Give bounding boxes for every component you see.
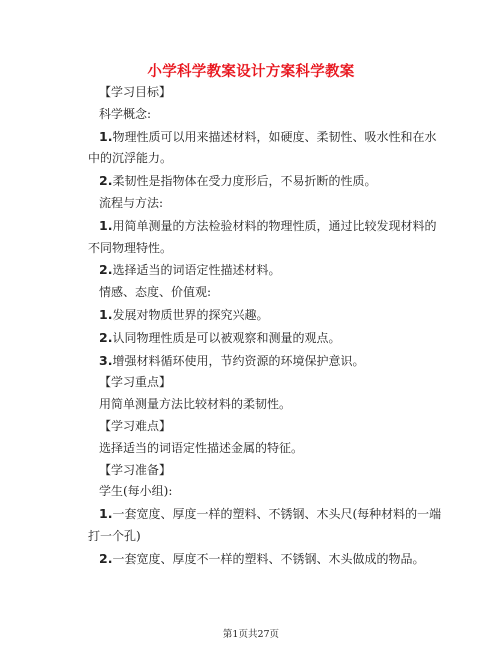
document-body [88, 82, 442, 571]
document-line [88, 148, 418, 170]
line-text: 流程与方法: [99, 195, 164, 210]
page-footer: 第1页共27页 [222, 629, 280, 640]
document-line [88, 503, 442, 526]
list-number: 1. [99, 506, 113, 522]
document-line [88, 416, 418, 438]
document-line [88, 394, 418, 416]
document-line [88, 460, 418, 482]
document-line [88, 238, 418, 260]
line-text: 认同物理性质是可以被观察和测量的观点。 [112, 330, 341, 345]
document-line [88, 327, 418, 350]
document-line [88, 282, 418, 304]
line-text: 物理性质可以用来描述材料，如硬度、柔韧性、吸水性和在水 [112, 129, 437, 144]
document-line [88, 126, 437, 149]
list-number: 2. [99, 173, 113, 189]
document-title: 小学科学教案设计方案科学教案 [147, 63, 355, 80]
line-text: 打一个孔) [88, 528, 141, 543]
line-text: 一套宽度、厚度不一样的塑料、不锈钢、木头做成的物品。 [112, 551, 425, 566]
list-number: 1. [99, 217, 113, 233]
document-line [88, 193, 418, 215]
line-text: 【学习目标】 [99, 85, 172, 99]
list-number: 2. [99, 262, 113, 278]
line-text: 中的沉浮能力。 [88, 151, 173, 166]
document-line [88, 548, 425, 571]
line-text: 用简单测量方法比较材料的柔韧性。 [99, 397, 292, 412]
document-line [88, 215, 437, 238]
document-line [88, 526, 418, 548]
line-text: 【学习准备】 [99, 462, 172, 477]
document-line [88, 82, 418, 104]
line-text: 【学习难点】 [99, 418, 172, 433]
list-number: 1. [99, 306, 113, 322]
line-text: 用简单测量的方法检验材料的物理性质，通过比较发现材料的 [112, 218, 437, 233]
document-line [88, 259, 418, 282]
line-text: 【学习重点】 [99, 375, 172, 390]
document-line [88, 372, 418, 394]
list-number: 2. [99, 329, 113, 345]
line-text: 柔韧性是指物体在受力度形后，不易折断的性质。 [112, 174, 377, 189]
line-text: 一套宽度、厚度一样的塑料、不锈钢、木头尺(每种材料的一端 [112, 507, 442, 522]
line-text: 学生(每小组): [99, 484, 173, 499]
document-line [88, 104, 418, 126]
line-text: 科学概念: [99, 106, 152, 121]
document-line [88, 481, 418, 503]
line-text: 发展对物质世界的探究兴趣。 [112, 307, 269, 322]
line-text: 增强材料循环使用，节约资源的环境保护意识。 [112, 353, 365, 368]
document-line [88, 438, 418, 460]
line-text: 不同物理特性。 [88, 240, 173, 255]
document-line [88, 304, 418, 327]
list-number: 1. [99, 128, 113, 144]
list-number: 3. [99, 352, 113, 368]
document-line [88, 170, 418, 193]
list-number: 2. [99, 550, 113, 566]
line-text: 情感、态度、价值观: [99, 285, 212, 300]
line-text: 选择适当的词语定性描述金属的特征。 [99, 440, 304, 455]
line-text: 选择适当的词语定性描述材料。 [112, 263, 281, 278]
document-line [88, 350, 418, 373]
